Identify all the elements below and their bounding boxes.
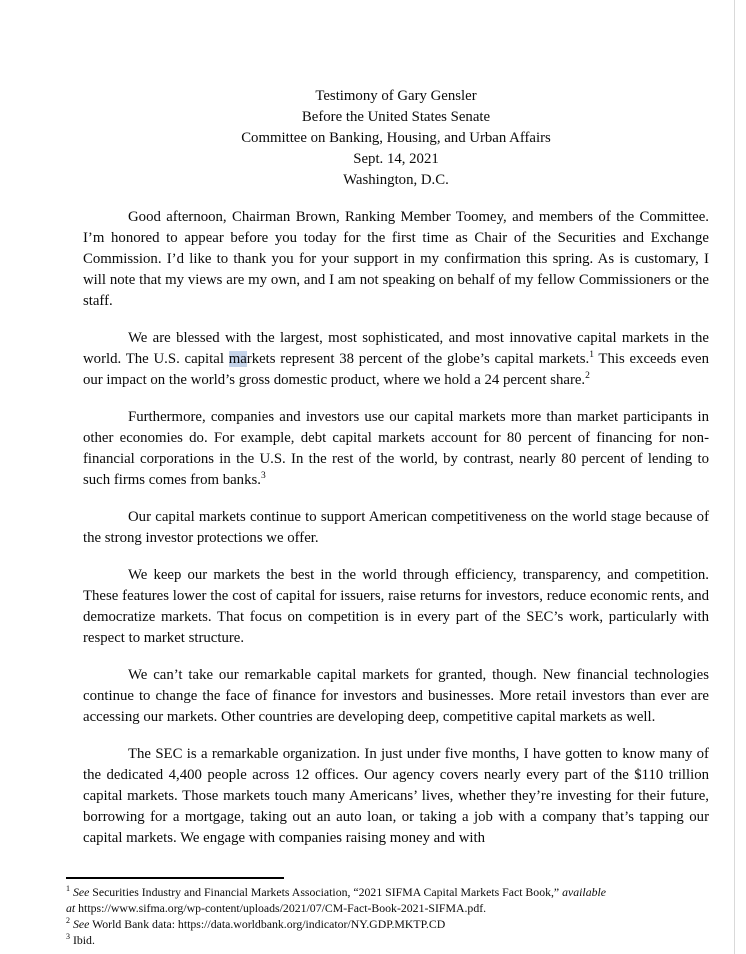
text-run: We keep our markets the best in the world through efficiency, transparency, and competition. These features lower the cost of capital for issuers, raise returns for investors, reduce economic rents, and democratize markets. That focus on competition is in every part of the SEC’s work, particularly with respect to market structure.: [83, 567, 709, 646]
body-paragraph-efficiency: [83, 565, 709, 649]
body-paragraph-sec-organization: [83, 744, 709, 849]
title-line-date: Sept. 14, 2021: [353, 151, 439, 167]
footnote-marker: 1: [66, 884, 70, 894]
text-run: at: [66, 901, 76, 915]
page-edge-line: [734, 0, 735, 954]
text-run: Our capital markets continue to support American competitiveness on the world stage because of the strong investor protections we offer.: [83, 509, 709, 546]
body-paragraph-greeting: [83, 207, 709, 312]
document-title-block: [83, 86, 709, 191]
footnote-separator-rule: [66, 877, 284, 879]
text-run: available: [562, 885, 607, 899]
title-line-location: Washington, D.C.: [343, 172, 449, 188]
footnotes-section: [66, 877, 709, 948]
footnote-marker: 3: [260, 471, 266, 482]
body-paragraph-capital-markets: [83, 328, 709, 391]
footnote-marker: 2: [66, 916, 70, 926]
highlighted-text: ma: [228, 351, 247, 367]
footnote-marker: 3: [66, 932, 70, 942]
body-paragraph-not-granted: [83, 665, 709, 728]
text-run: See: [72, 885, 90, 899]
text-run: We are blessed with the largest, most sophisticated, and most innovative capital markets in the world. The U.S. capital: [83, 330, 709, 367]
footnote-1: [66, 884, 709, 916]
footnote-marker: 1: [589, 350, 594, 361]
footnote-marker: 2: [585, 371, 590, 382]
title-line-testimony: Testimony of Gary Gensler: [315, 88, 477, 104]
document-body: [83, 86, 709, 865]
text-run: Furthermore, companies and investors use our capital markets more than market participants in other economies do. For example, debt capital markets account for 80 percent of financing for non-financial corporations in the U.S. In the rest of the world, by contrast, nearly 80 percent of lending to such firms comes from banks.: [83, 409, 709, 488]
text-run: Securities Industry and Financial Markets Association, “2021 SIFMA Capital Markets Fact Book,”: [89, 885, 563, 899]
text-run: rkets represent 38 percent of the globe’s capital markets.: [246, 351, 590, 367]
text-run: We can’t take our remarkable capital markets for granted, though. New financial technologies continue to change the face of finance for investors and businesses. More retail investors than ever are accessing our markets. Other countries are developing deep, competitive capital markets as well.: [83, 667, 709, 725]
footnote-3: [66, 932, 709, 948]
text-run: Ibid.: [70, 933, 95, 947]
text-run: https://www.sifma.org/wp-content/uploads/2021/07/CM-Fact-Book-2021-SIFMA.pdf.: [75, 901, 487, 915]
title-line-committee: Committee on Banking, Housing, and Urban Affairs: [241, 130, 551, 146]
text-run: World Bank data: https://data.worldbank.org/indicator/NY.GDP.MKTP.CD: [89, 917, 446, 931]
text-run: The SEC is a remarkable organization. In just under five months, I have gotten to know many of the dedicated 4,400 people across 12 offices. Our agency covers nearly every part of the $110 trillion capital markets. Those markets touch many Americans’ lives, whether they’re investing for their future, borrowing for a mortgage, taking out an auto loan, or taking a job with a company that’s tapping our capital markets. We engage with companies raising money and with: [83, 746, 709, 846]
title-line-before-senate: Before the United States Senate: [301, 109, 491, 125]
text-run: See: [72, 917, 90, 931]
body-paragraph-debt-markets: [83, 407, 709, 491]
footnote-2: [66, 916, 709, 932]
text-run: This exceeds even our impact on the world’s gross domestic product, where we hold a 24 percent share.: [83, 351, 709, 388]
text-run: Good afternoon, Chairman Brown, Ranking Member Toomey, and members of the Committee. I’m honored to appear before you today for the first time as Chair of the Securities and Exchange Commission. I’d like to thank you for your support in my confirmation this spring. As is customary, I will note that my views are my own, and I am not speaking on behalf of my fellow Commissioners or the staff.: [83, 209, 709, 309]
body-paragraph-competitiveness: [83, 507, 709, 549]
